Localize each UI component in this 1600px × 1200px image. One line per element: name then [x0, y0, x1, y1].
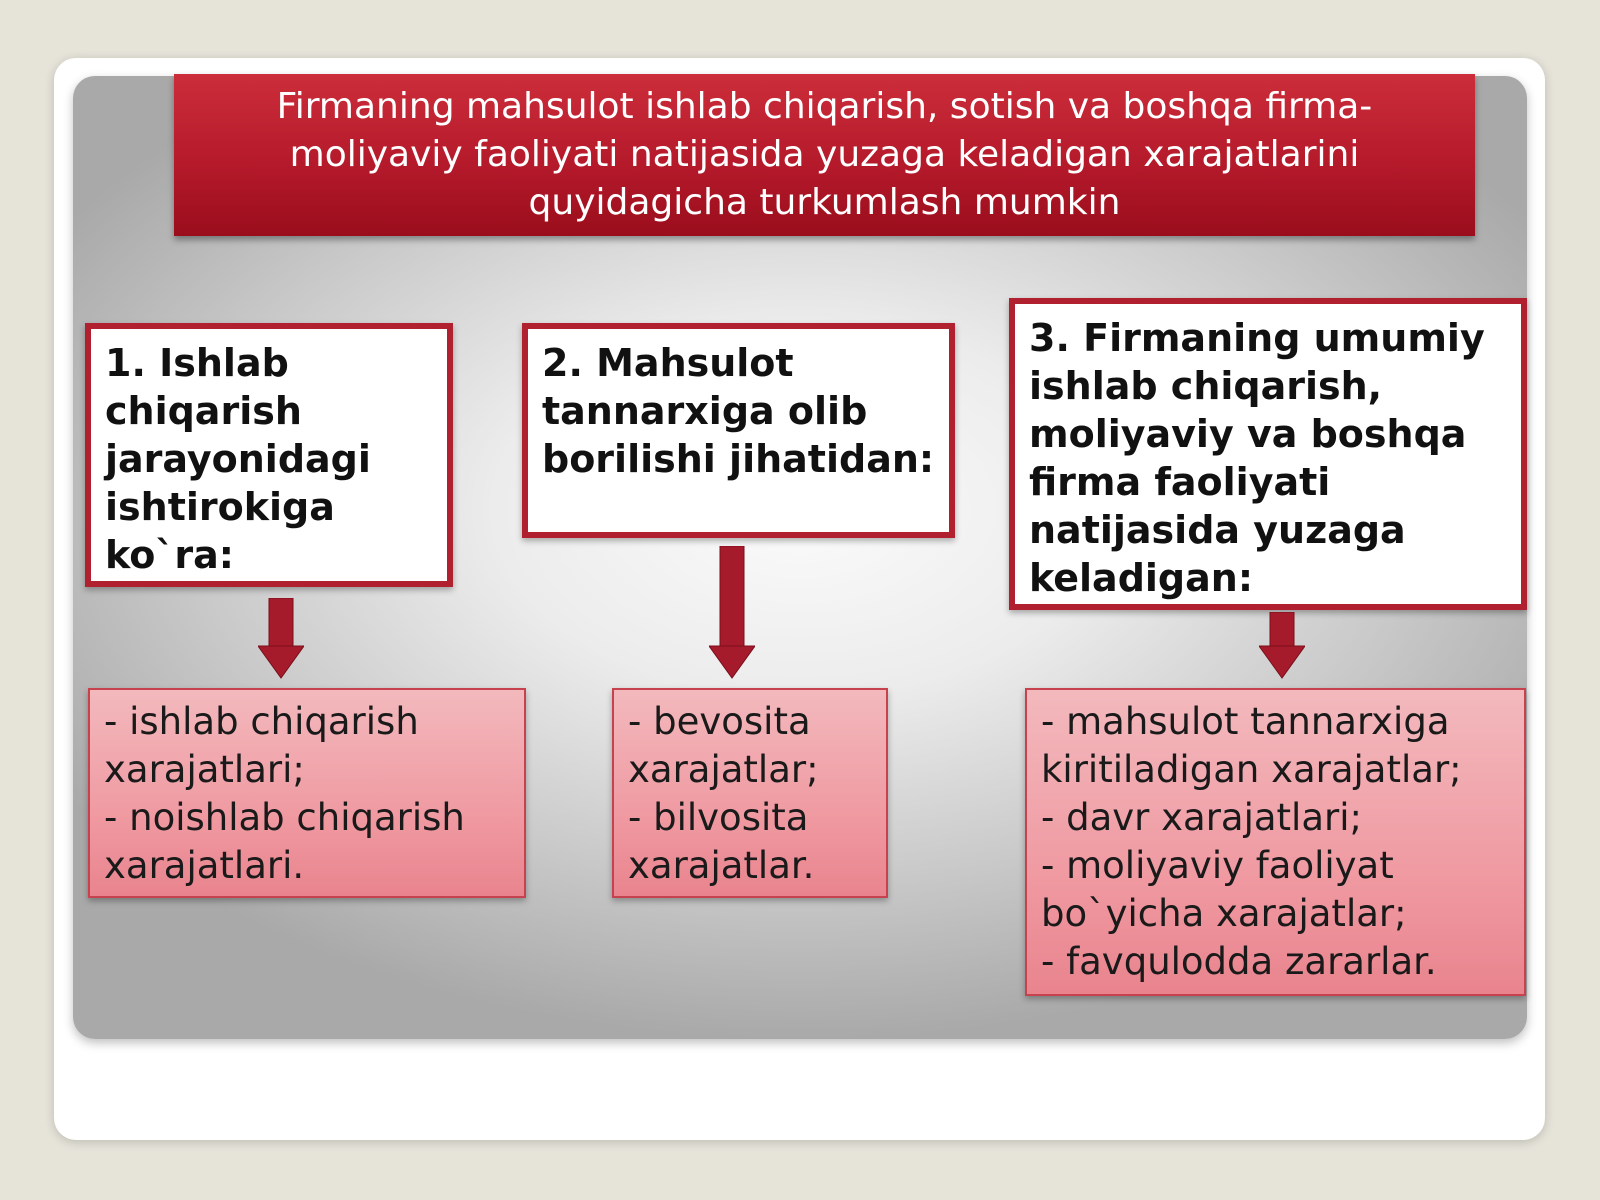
category-box-1: 1. Ishlab chiqarish jarayonidagi ishtirokiga ko`ra:	[85, 323, 453, 587]
down-arrow-2	[709, 546, 755, 680]
result-box-1: - ishlab chiqarish xarajatlari; - noishlab chiqarish xarajatlari.	[88, 688, 526, 898]
down-arrow-1	[258, 598, 304, 680]
result-box-3: - mahsulot tannarxiga kiritiladigan xarajatlar; - davr xarajatlari; - moliyaviy faoliyat bo`yicha xarajatlar; - favqulodda zararlar.	[1025, 688, 1526, 996]
result-box-2: - bevosita xarajatlar; - bilvosita xarajatlar.	[612, 688, 888, 898]
down-arrow-3	[1259, 612, 1305, 680]
title-box	[174, 74, 1475, 236]
category-box-3: 3. Firmaning umumiy ishlab chiqarish, moliyaviy va boshqa firma faoliyati natijasida yuzaga keladigan:	[1009, 298, 1527, 610]
category-box-2: 2. Mahsulot tannarxiga olib borilishi jihatidan:	[522, 323, 955, 538]
title-text: Firmaning mahsulot ishlab chiqarish, sotish va boshqa firma- moliyaviy faoliyati natijasida yuzaga keladigan xarajatlarini quyidagicha turkumlash mumkin	[276, 86, 1373, 223]
